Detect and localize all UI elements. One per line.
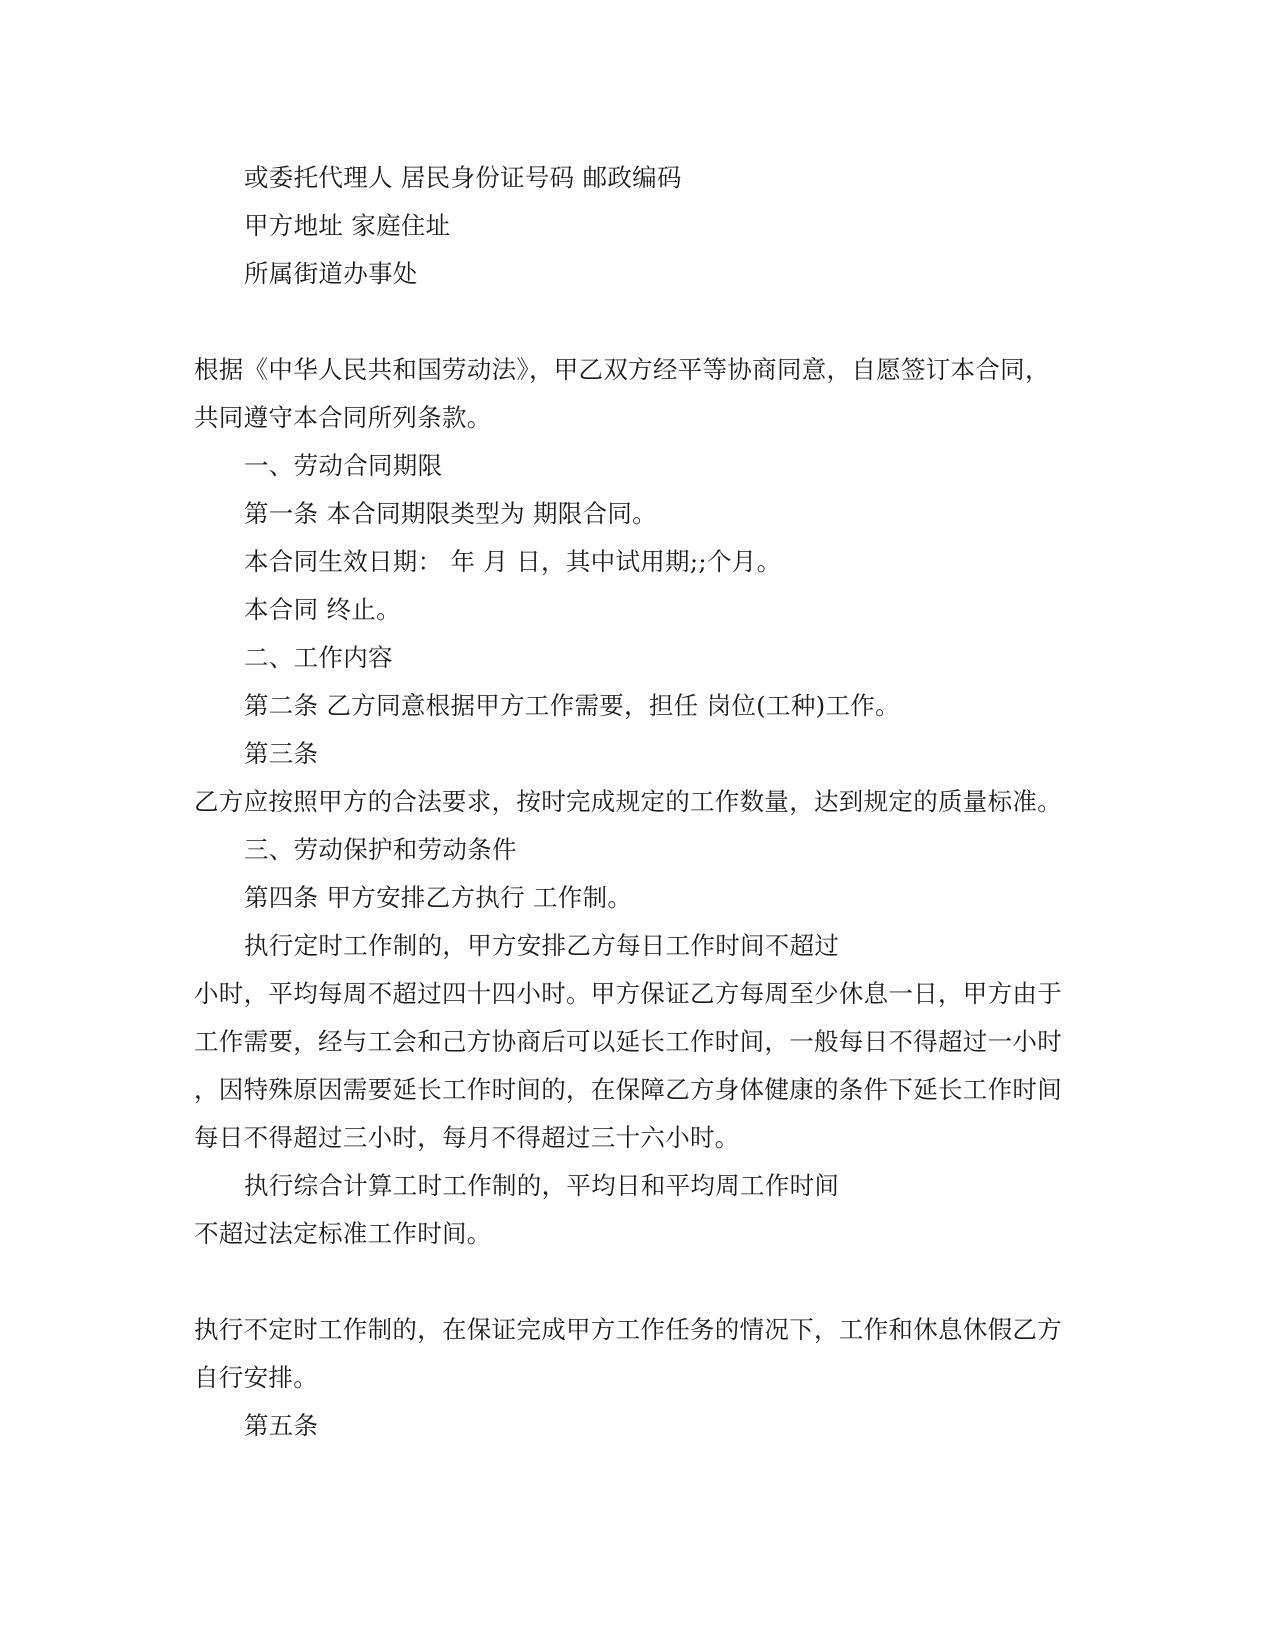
text-line: 共同遵守本合同所列条款。 xyxy=(194,403,492,432)
text-line: 根据《中华人民共和国劳动法》，甲乙双方经平等协商同意，自愿签订本合同， xyxy=(194,355,1050,384)
text-line: ，因特殊原因需要延长工作时间的，在保障乙方身体健康的条件下延长工作时间 xyxy=(194,1075,1062,1104)
text-line: 乙方应按照甲方的合法要求，按时完成规定的工作数量，达到规定的质量标准。 xyxy=(194,787,1062,816)
text-line: 甲方地址 家庭住址 xyxy=(244,211,451,240)
text-line: 第五条 xyxy=(244,1411,319,1440)
text-line: 每日不得超过三小时，每月不得超过三十六小时。 xyxy=(194,1123,740,1152)
text-line: 本合同生效日期： 年 月 日，其中试用期;;个月。 xyxy=(244,547,782,576)
section-heading: 二、工作内容 xyxy=(244,643,393,672)
section-heading: 一、劳动合同期限 xyxy=(244,451,443,480)
text-line: 第三条 xyxy=(244,739,319,768)
text-line: 小时，平均每周不超过四十四小时。甲方保证乙方每周至少休息一日，甲方由于 xyxy=(194,979,1062,1008)
text-line: 所属街道办事处 xyxy=(244,259,418,288)
text-line: 不超过法定标准工作时间。 xyxy=(194,1219,492,1248)
text-line: 第二条 乙方同意根据甲方工作需要，担任 岗位(工种)工作。 xyxy=(244,691,900,720)
text-line: 第四条 甲方安排乙方执行 工作制。 xyxy=(244,883,633,912)
text-line: 自行安排。 xyxy=(194,1363,318,1392)
text-line: 或委托代理人 居民身份证号码 邮政编码 xyxy=(244,163,682,192)
text-line: 第一条 本合同期限类型为 期限合同。 xyxy=(244,499,657,528)
text-line: 本合同 终止。 xyxy=(244,595,401,624)
text-line: 工作需要，经与工会和己方协商后可以延长工作时间，一般每日不得超过一小时 xyxy=(194,1027,1062,1056)
text-line: 执行定时工作制的，甲方安排乙方每日工作时间不超过 xyxy=(244,931,840,960)
text-line: 执行综合计算工时工作制的，平均日和平均周工作时间 xyxy=(244,1171,840,1200)
section-heading: 三、劳动保护和劳动条件 xyxy=(244,835,517,864)
text-line: 执行不定时工作制的，在保证完成甲方工作任务的情况下，工作和休息休假乙方 xyxy=(194,1315,1062,1344)
